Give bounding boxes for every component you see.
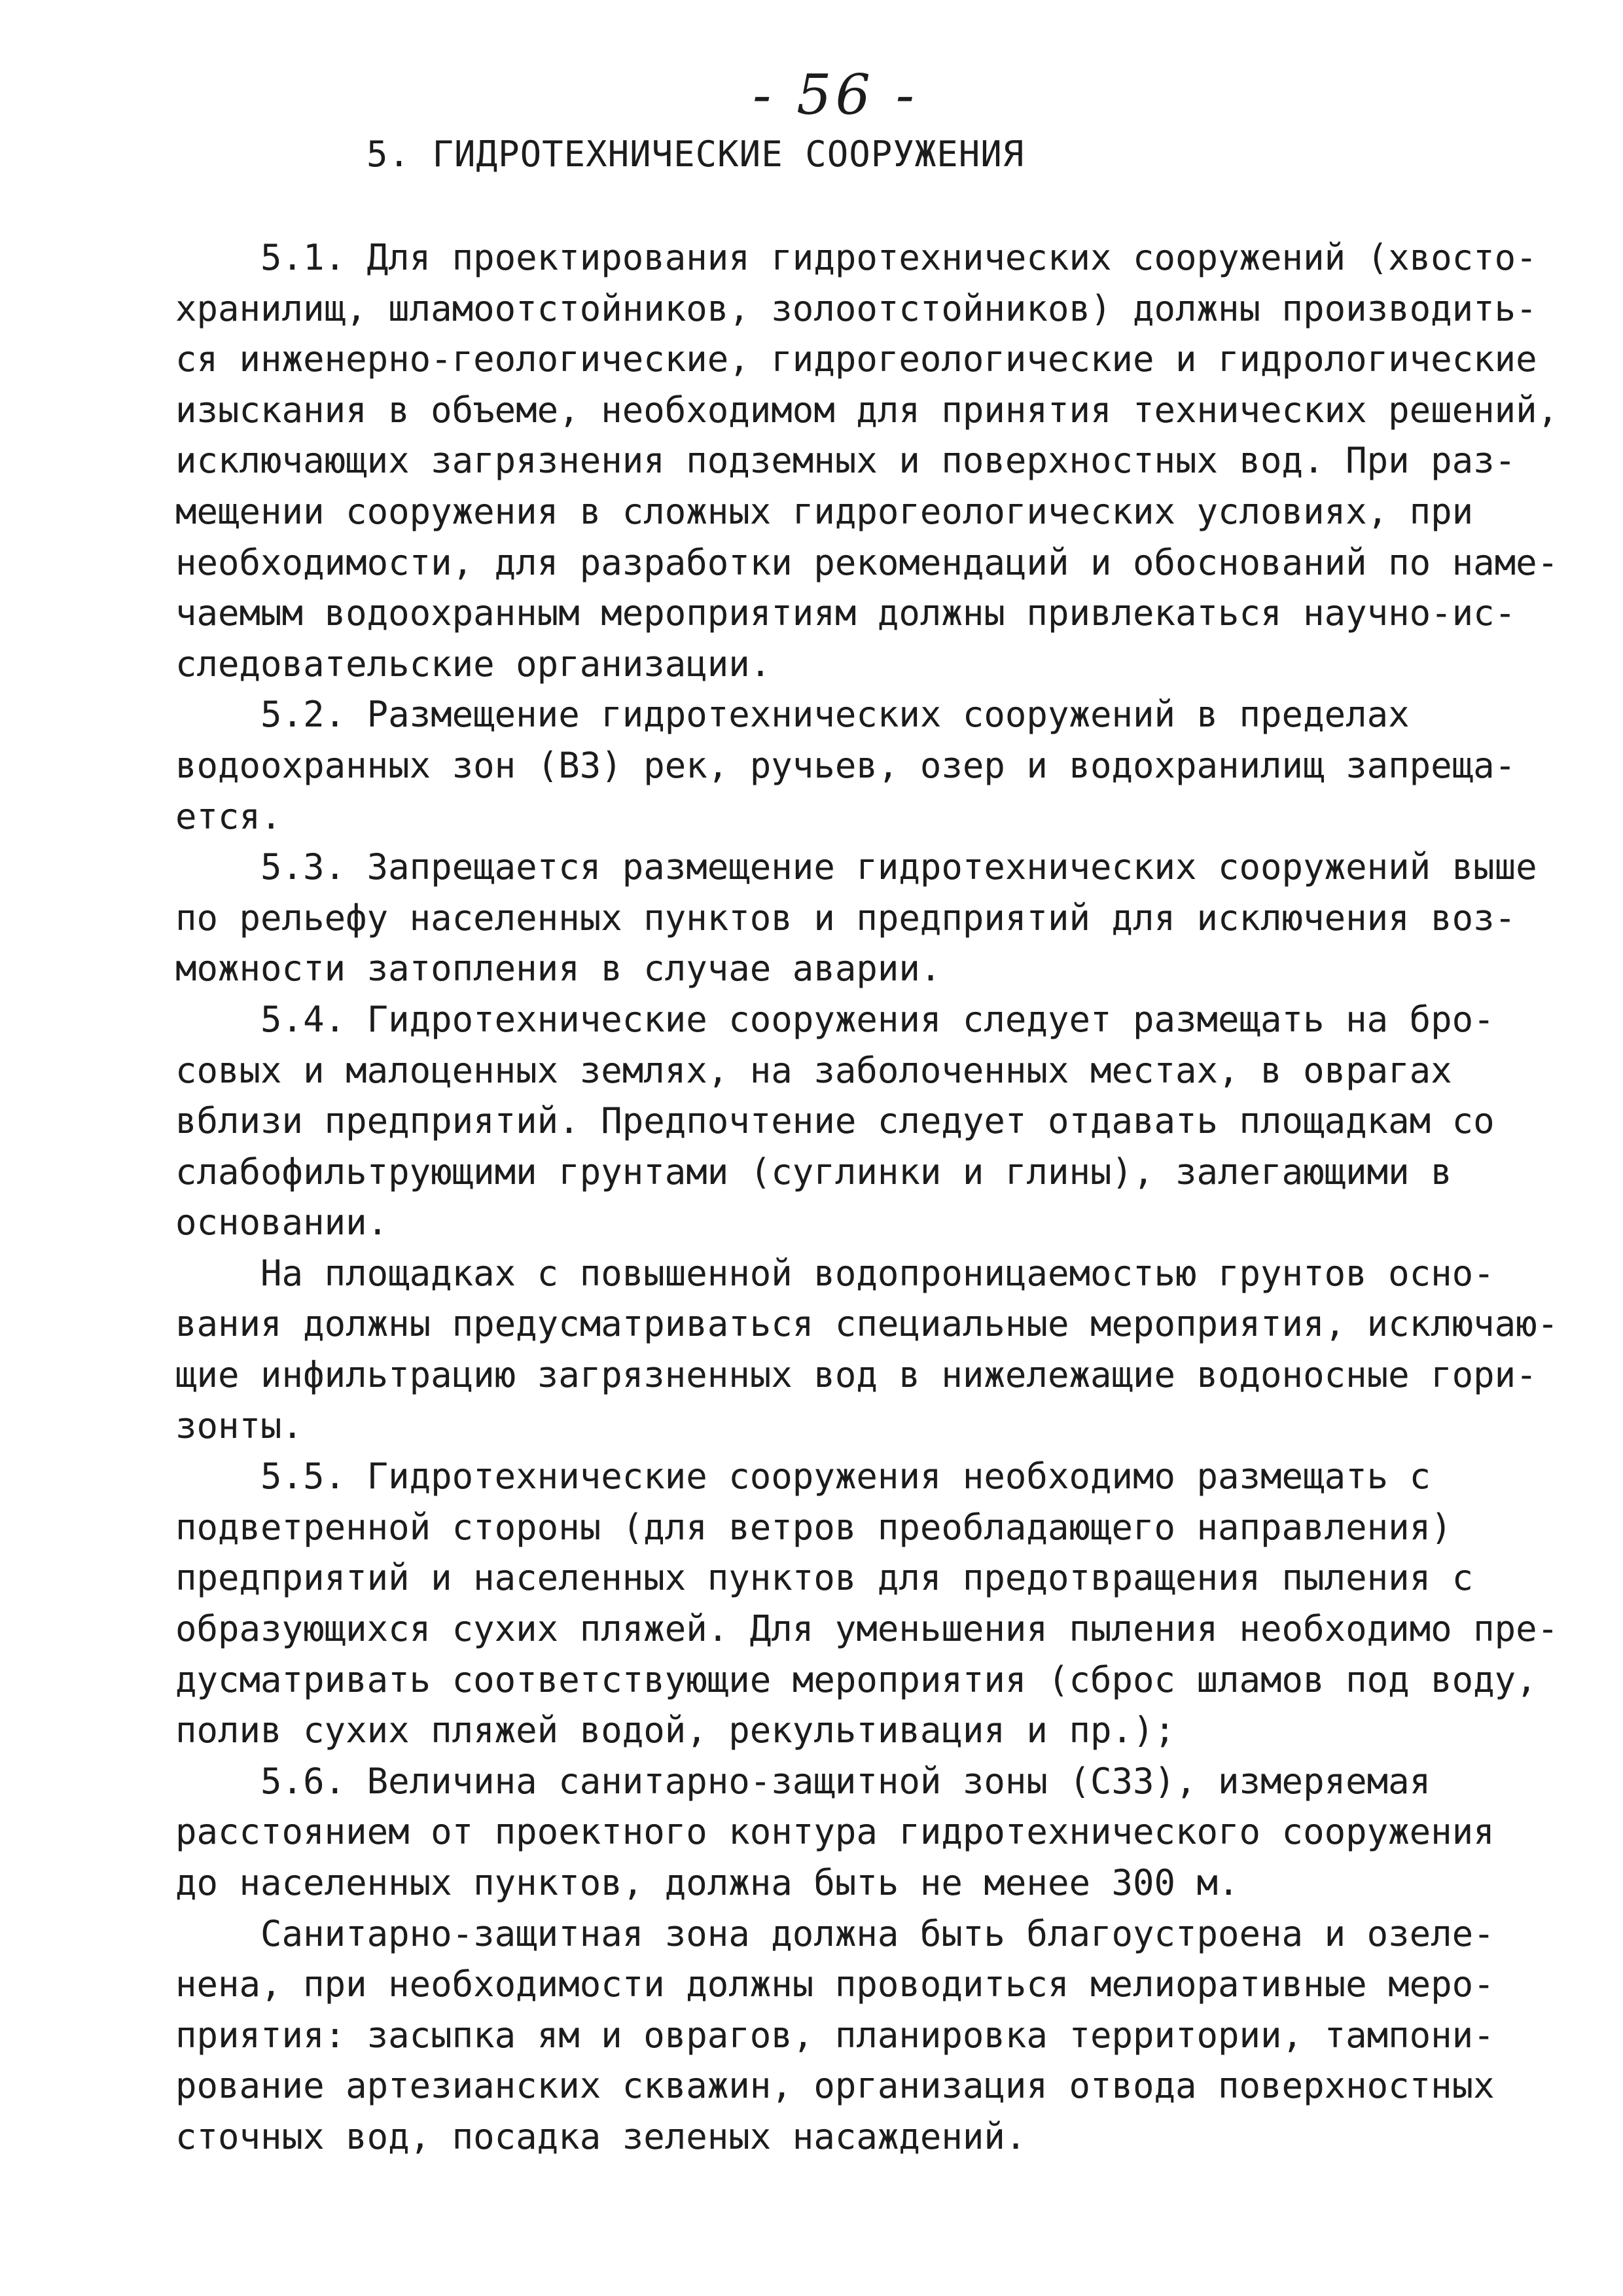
- text-line: исключающих загрязнения подземных и поверхностных вод. При раз-: [175, 440, 1516, 482]
- text-line: расстоянием от проектного контура гидротехнического сооружения: [175, 1811, 1495, 1853]
- text-line: 5.4. Гидротехнические сооружения следует размещать на бро-: [175, 998, 1495, 1040]
- text-line: подветренной стороны (для ветров преобладающего направления): [175, 1506, 1452, 1548]
- text-line: ся инженерно-геологические, гидрогеологические и гидрологические: [175, 338, 1537, 380]
- text-line: рование артезианских скважин, организация отвода поверхностных: [175, 2065, 1495, 2107]
- text-line: нена, при необходимости должны проводиться мелиоративные меро-: [175, 1964, 1495, 2005]
- text-line: дусматривать соответствующие мероприятия (сброс шламов под воду,: [175, 1659, 1537, 1700]
- text-line: приятия: засыпка ям и оврагов, планировка территории, тампони-: [175, 2014, 1495, 2056]
- page-number: - 56 -: [753, 63, 919, 127]
- text-line: можности затопления в случае аварии.: [175, 948, 942, 990]
- text-line: вания должны предусматриваться специальные мероприятия, исключаю-: [175, 1303, 1559, 1345]
- text-line: следовательские организации.: [175, 643, 772, 685]
- text-line: образующихся сухих пляжей. Для уменьшения пыления необходимо пре-: [175, 1608, 1559, 1650]
- text-line: слабофильтрующими грунтами (суглинки и глины), залегающими в: [175, 1151, 1452, 1193]
- text-line: 5.1. Для проектирования гидротехнических сооружений (хвосто-: [175, 237, 1537, 278]
- text-line: чаемым водоохранным мероприятиям должны привлекаться научно-ис-: [175, 592, 1516, 634]
- text-line: ется.: [175, 795, 282, 837]
- text-line: до населенных пунктов, должна быть не менее 300 м.: [175, 1862, 1240, 1903]
- text-line: 5.2. Размещение гидротехнических сооружений в пределах: [175, 694, 1410, 736]
- text-line: предприятий и населенных пунктов для предотвращения пыления с: [175, 1557, 1474, 1599]
- text-line: хранилищ, шламоотстойников, золоотстойников) должны производить-: [175, 287, 1537, 329]
- text-line: зонты.: [175, 1405, 304, 1446]
- text-line: 5.6. Величина санитарно-защитной зоны (СЗЗ), измеряемая: [175, 1760, 1431, 1802]
- text-line: 5.5. Гидротехнические сооружения необходимо размещать с: [175, 1456, 1431, 1498]
- text-line: 5.3. Запрещается размещение гидротехнических сооружений выше: [175, 846, 1537, 888]
- text-line: по рельефу населенных пунктов и предприятий для исключения воз-: [175, 897, 1516, 939]
- text-line: основании.: [175, 1202, 389, 1244]
- section-title: 5. ГИДРОТЕХНИЧЕСКИЕ СООРУЖЕНИЯ: [366, 134, 1025, 175]
- text-line: вблизи предприятий. Предпочтение следует отдавать площадкам со: [175, 1100, 1495, 1142]
- text-line: изыскания в объеме, необходимом для принятия технических решений,: [175, 389, 1559, 431]
- body-text: [175, 232, 1559, 2162]
- text-line: совых и малоценных землях, на заболоченных местах, в оврагах: [175, 1049, 1452, 1091]
- text-line: полив сухих пляжей водой, рекультивация и пр.);: [175, 1710, 1176, 1751]
- text-line: Санитарно-защитная зона должна быть благоустроена и озеле-: [175, 1912, 1495, 1954]
- text-line: щие инфильтрацию загрязненных вод в нижележащие водоносные гори-: [175, 1354, 1537, 1396]
- text-line: необходимости, для разработки рекомендаций и обоснований по наме-: [175, 541, 1559, 583]
- text-line: мещении сооружения в сложных гидрогеологических условиях, при: [175, 490, 1474, 532]
- text-line: сточных вод, посадка зеленых насаждений.: [175, 2115, 1027, 2157]
- text-line: водоохранных зон (ВЗ) рек, ручьев, озер и водохранилищ запреща-: [175, 744, 1516, 786]
- text-line: На площадках с повышенной водопроницаемостью грунтов осно-: [175, 1252, 1495, 1294]
